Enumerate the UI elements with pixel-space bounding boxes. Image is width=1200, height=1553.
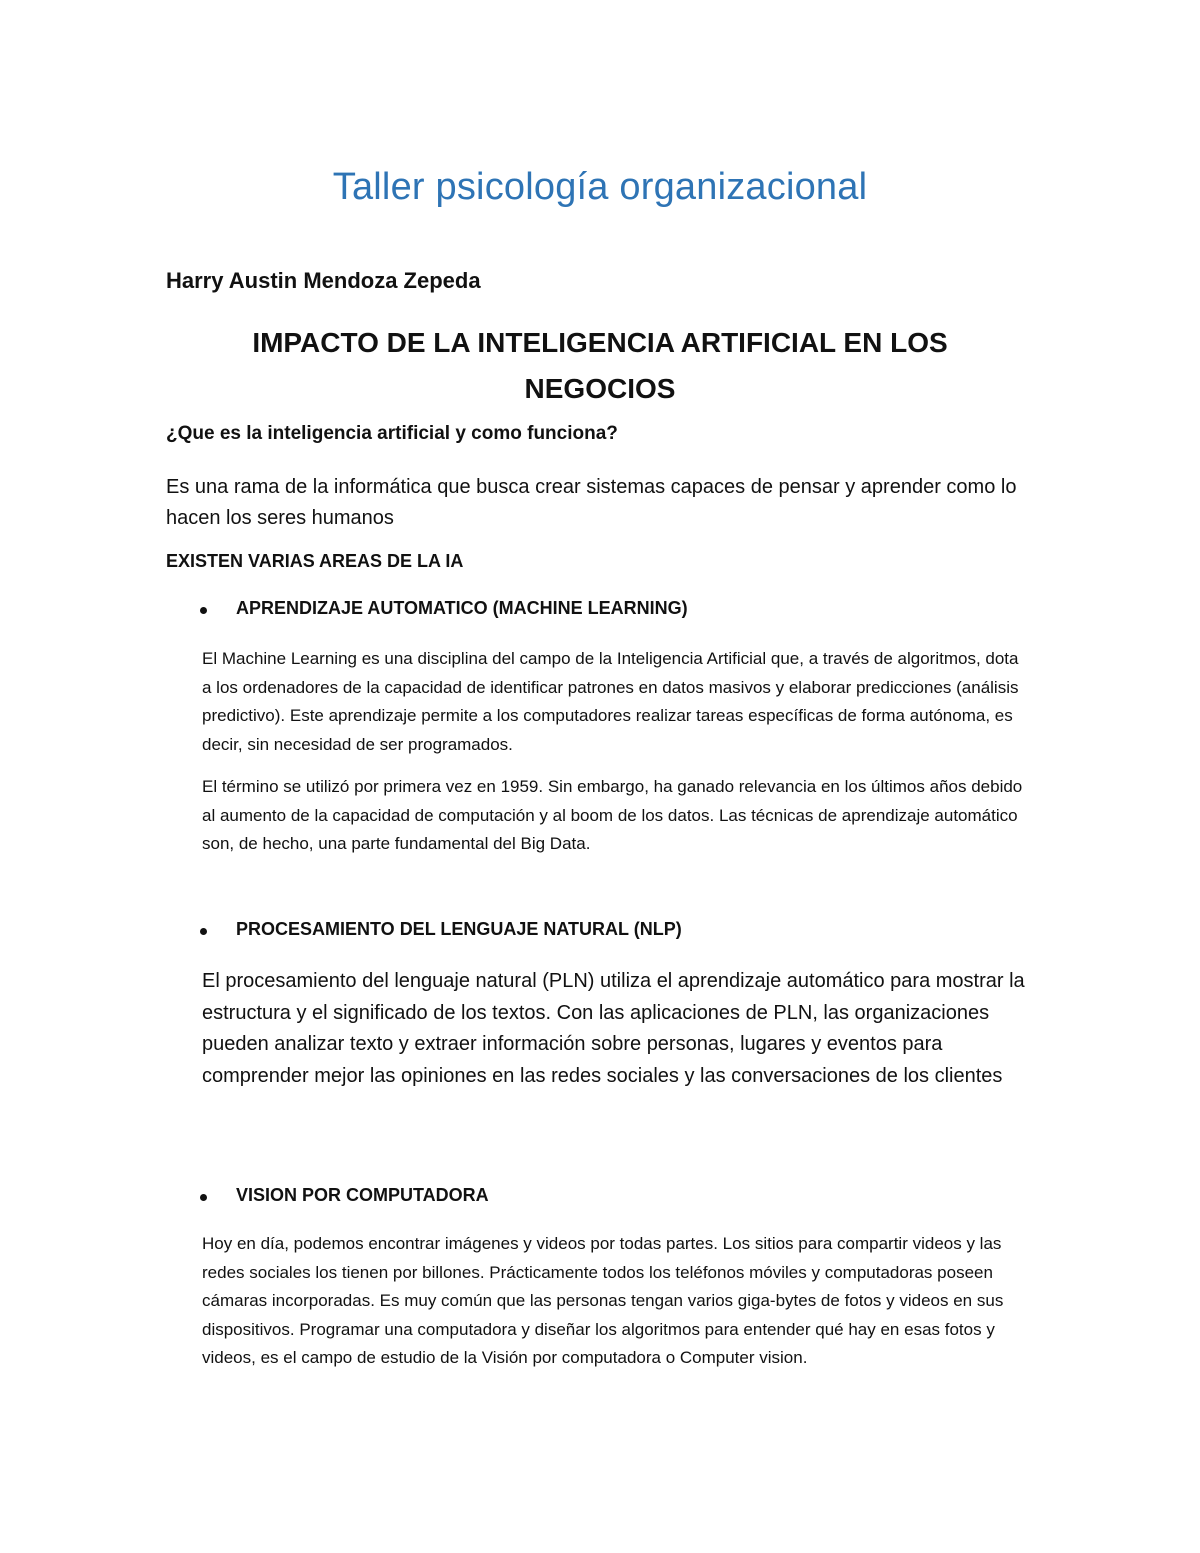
section-paragraph-nlp-1: El procesamiento del lenguaje natural (PLN) utiliza el aprendizaje automático para mostrar la estructura y el significado de los textos. Con las aplicaciones de PLN, las organizaciones pueden analizar texto y extraer información sobre personas, lugares y eventos para comprender mejor las opiniones en las redes sociales y las conversaciones de los clientes (202, 970, 1025, 1087)
bullet-dot-icon (200, 607, 207, 614)
intro-paragraph: Es una rama de la informática que busca crear sistemas capaces de pensar y aprender como lo hacen los seres humanos (166, 476, 1017, 529)
bullet-dot-icon (200, 928, 207, 935)
section-paragraph-vision-1: Hoy en día, podemos encontrar imágenes y videos por todas partes. Los sitios para compartir videos y las redes sociales los tienen por billones. Prácticamente todos los teléfonos móviles y computadoras poseen cámaras incorporadas. Es muy común que las personas tengan varios giga-bytes de fotos y videos en sus dispositivos. Programar una computadora y diseñar los algoritmos para entender qué hay en esas fotos y videos, es el campo de estudio de la Visión por computadora o Computer vision. (202, 1234, 1004, 1367)
question-heading: ¿Que es la inteligencia artificial y como funciona? (166, 423, 618, 444)
section-heading-machine-learning: APRENDIZAJE AUTOMATICO (MACHINE LEARNING) (236, 598, 688, 618)
section-heading-vision: VISION POR COMPUTADORA (236, 1185, 489, 1205)
main-heading-line-1: IMPACTO DE LA INTELIGENCIA ARTIFICIAL EN LOS (252, 327, 948, 358)
author-name: Harry Austin Mendoza Zepeda (166, 268, 481, 293)
section-paragraph-ml-1: El Machine Learning es una disciplina del campo de la Inteligencia Artificial que, a través de algoritmos, dota a los ordenadores de la capacidad de identificar patrones en datos masivos y elaborar predicciones (análisis predictivo). Este aprendizaje permite a los computadores realizar tareas específicas de forma autónoma, es decir, sin necesidad de ser programados. (202, 649, 1019, 754)
document-title: Taller psicología organizacional (332, 166, 868, 208)
main-heading (140, 320, 1060, 412)
section-paragraph-ml-2: El término se utilizó por primera vez en 1959. Sin embargo, ha ganado relevancia en los últimos años debido al aumento de la capacidad de computación y al boom de los datos. Las técnicas de aprendizaje automático son, de hecho, una parte fundamental del Big Data. (202, 777, 1023, 853)
section-heading-nlp: PROCESAMIENTO DEL LENGUAJE NATURAL (NLP) (236, 919, 682, 939)
areas-heading: EXISTEN VARIAS AREAS DE LA IA (166, 551, 464, 571)
main-heading-line-2: NEGOCIOS (524, 373, 676, 404)
bullet-dot-icon (200, 1194, 207, 1201)
